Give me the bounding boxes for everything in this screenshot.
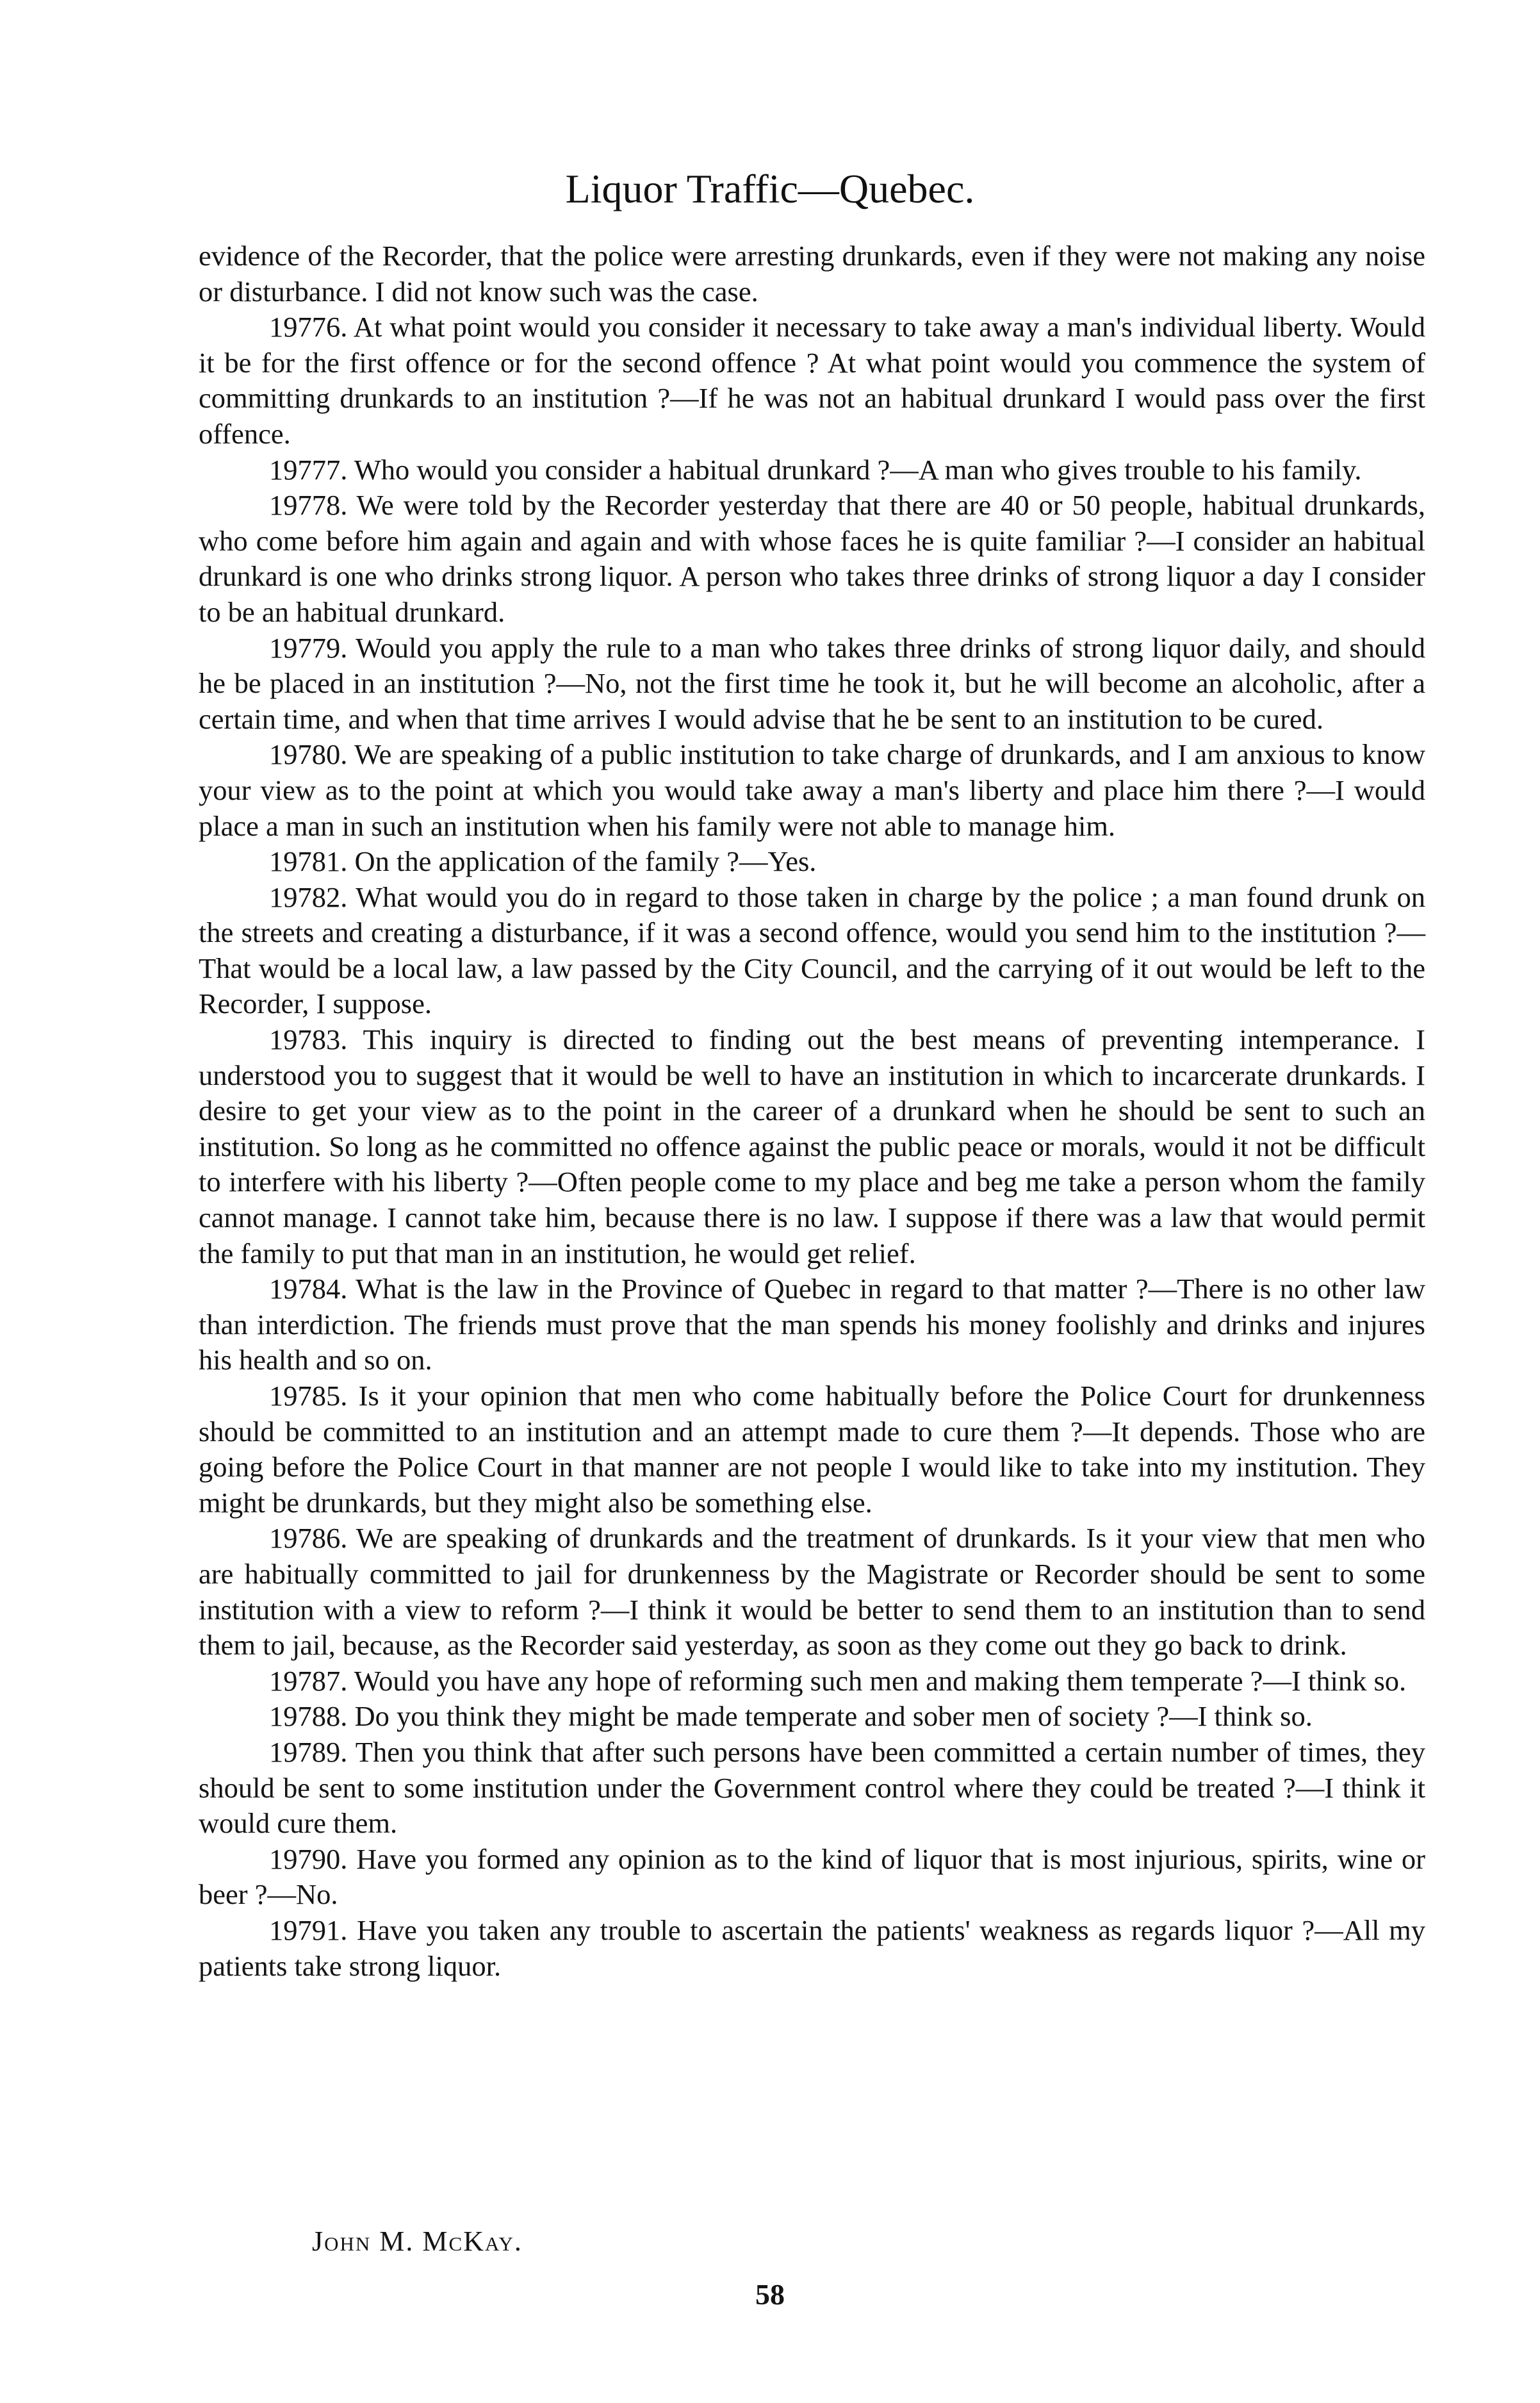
paragraph-19788: 19788. Do you think they might be made temperate and sober men of society ?—I think so. — [269, 1700, 1313, 1733]
paragraph-19778: 19778. We were told by the Recorder yesterday that there are 40 or 50 people, habitual drunkards, who come before him again and again and with whose faces he is quite familiar ?—I consider an habitual drunkard is one who drinks strong liquor. A person who takes three drinks of strong liquor a day I consider to be an habitual drunkard. — [199, 489, 1425, 628]
page-number: 58 — [755, 2278, 785, 2311]
paragraph-19786: 19786. We are speaking of drunkards and the treatment of drunkards. Is it your view that men who are habitually committed to jail for drunkenness by the Magistrate or Recorder should be sent to some institution with a view to reform ?—I think it would be better to send them to an institution than to send them to jail, because, as the Recorder said yesterday, as soon as they come out they go back to drink. — [199, 1522, 1425, 1662]
paragraph-19784: 19784. What is the law in the Province of Quebec in regard to that matter ?—There is no other law than interdiction. The friends must prove that the man spends his money foolishly and drinks and injures his health and so on. — [199, 1273, 1425, 1376]
paragraph-19777: 19777. Who would you consider a habitual drunkard ?—A man who gives trouble to his family. — [269, 453, 1362, 486]
paragraph-19781: 19781. On the application of the family ?—Yes. — [269, 845, 817, 878]
paragraph-19787: 19787. Would you have any hope of reforming such men and making them temperate ?—I think so. — [269, 1664, 1407, 1697]
testimony-body — [199, 238, 1425, 1984]
running-header: Liquor Traffic—Quebec. — [565, 166, 975, 211]
paragraph-19789: 19789. Then you think that after such persons have been committed a certain number of times, they should be sent to some institution under the Government control where they could be treated ?—I think it would cure them. — [199, 1735, 1425, 1840]
paragraph-19779: 19779. Would you apply the rule to a man who takes three drinks of strong liquor daily, and should he be placed in an institution ?—No, not the first time he took it, but he will become an alcoholic, after a certain time, and when that time arrives I would advise that he be sent to an institution to be cured. — [199, 631, 1425, 735]
witness-signature: John M. McKay. — [312, 2225, 523, 2257]
paragraph-19782: 19782. What would you do in regard to those taken in charge by the police ; a man found drunk on the streets and creating a disturbance, if it was a second offence, would you send him to the institution ?—That would be a local law, a law passed by the City Council, and the carrying of it out would be left to the Recorder, I suppose. — [199, 880, 1425, 1020]
paragraph-19791: 19791. Have you taken any trouble to ascertain the patients' weakness as regards liquor ?—All my patients take strong liquor. — [199, 1913, 1425, 1982]
paragraph-19776: 19776. At what point would you consider it necessary to take away a man's individual liberty. Would it be for the first offence or for the second offence ? At what point would you commence the system of committing drunkards to an institution ?—If he was not an habitual drunkard I would pass over the first offence. — [199, 311, 1425, 450]
paragraph-19785: 19785. Is it your opinion that men who come habitually before the Police Court for drunkenness should be committed to an institution and an attempt made to cure them ?—It depends. Those who are going before the Police Court in that manner are not people I would like to take into my institution. They might be drunkards, but they might also be something else. — [199, 1380, 1425, 1519]
paragraph-19780: 19780. We are speaking of a public institution to take charge of drunkards, and I am anxious to know your view as to the point at which you would take away a man's liberty and place him there ?—I would place a man in such an institution when his family were not able to manage him. — [199, 738, 1425, 842]
paragraph-19790: 19790. Have you formed any opinion as to the kind of liquor that is most injurious, spirits, wine or beer ?—No. — [199, 1842, 1425, 1911]
paragraph-continuation: evidence of the Recorder, that the police were arresting drunkards, even if they were not making any noise or disturbance. I did not know such was the case. — [199, 240, 1425, 308]
paragraph-19783: 19783. This inquiry is directed to finding out the best means of preventing intemperance. I understood you to suggest that it would be well to have an institution in which to incarcerate drunkards. I desire to get your view as to the point in the career of a drunkard when he should be sent to such an institution. So long as he committed no offence against the public peace or morals, would it not be difficult to interfere with his liberty ?—Often people come to my place and beg me take a person whom the family cannot manage. I cannot take him, because there is no law. I suppose if there was a law that would permit the family to put that man in an institution, he would get relief. — [199, 1023, 1425, 1269]
